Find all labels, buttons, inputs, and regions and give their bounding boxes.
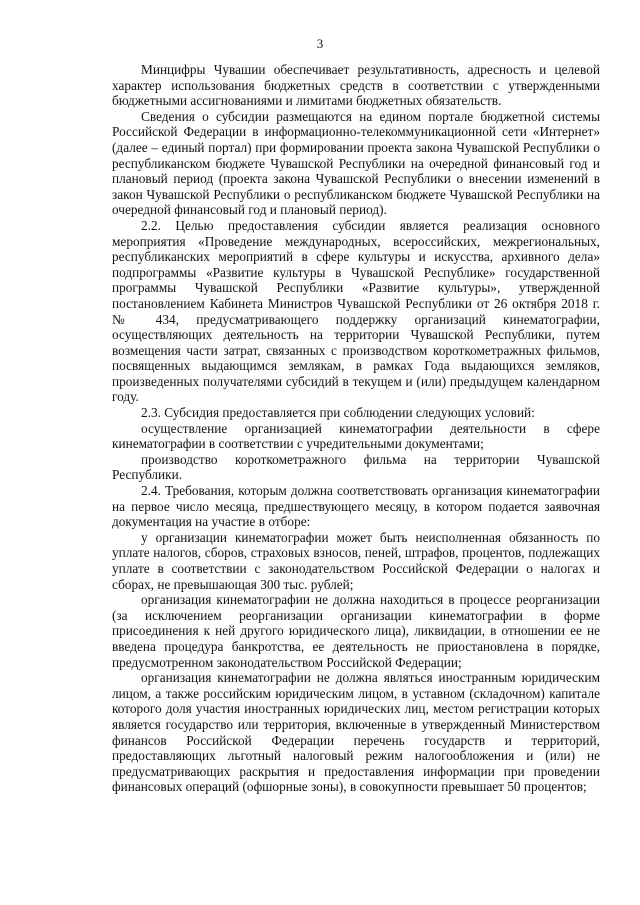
paragraph: организация кинематографии не должна являться иностранным юридическим лицом, а также российским юридическим лицом, в уставном (складочном) капитале которого доля участия иностранных юридических лиц, местом регистрации которых является государство или территория, включенные в утвержденный Министерством финансов Российской Федерации перечень государств и территорий, предоставляющих льготный налоговый режим налогообложения и (или) не предусматривающих раскрытия и предоставления информации при проведении финансовых операций (офшорные зоны), в совокупности превышает 50 процентов; [112, 670, 600, 795]
page-number: 3 [316, 36, 324, 51]
document-body [112, 62, 600, 795]
paragraph: осуществление организацией кинематографии деятельности в сфере кинематографии в соответствии с учредительными документами; [112, 420, 600, 452]
paragraph: 2.3. Субсидия предоставляется при соблюдении следующих условий: [141, 405, 535, 421]
paragraph: у организации кинематографии может быть неисполненная обязанность по уплате налогов, сборов, страховых взносов, пеней, штрафов, процентов, подлежащих уплате в соответствии с законодательством Российской Федерации о налогах и сборах, не превышающая 300 тыс. рублей; [112, 529, 600, 592]
paragraph: 2.4. Требования, которым должна соответствовать организация кинематографии на первое число месяца, предшествующего месяцу, в котором подается заявочная документация на участие в отборе: [112, 483, 600, 530]
paragraph: организация кинематографии не должна находиться в процессе реорганизации (за исключением реорганизации организации кинематографии в форме присоединения к ней другого юридического лица), ликвидации, в отношении ее не введена процедура банкротства, ее деятельность не приостановлена в порядке, предусмотренном законодательством Российской Федерации; [112, 592, 600, 670]
paragraph: 2.2. Целью предоставления субсидии является реализация основного мероприятия «Проведение международных, всероссийских, межрегиональных, республиканских мероприятий в сфере культуры и искусства, архивного дела» подпрограммы «Развитие культуры в Чувашской Республике» государственной программы Чувашской Республики «Развитие культуры», утвержденной постановлением Кабинета Министров Чувашской Республики от 26 октября 2018 г. № 434, предусматривающего поддержку организаций кинематографии, осуществляющих деятельность на территории Чувашской Республики, путем возмещения части затрат, связанных с производством короткометражных фильмов, посвященных выдающимся землякам, в рамках Года выдающихся земляков, произведенных получателями субсидий в текущем и (или) предыдущем календарном году. [112, 217, 600, 405]
paragraph: Сведения о субсидии размещаются на едином портале бюджетной системы Российской Федерации в информационно-телекоммуникационной сети «Интернет» (далее – единый портал) при формировании проекта закона Чувашской Республики о республиканском бюджете Чувашской Республики на очередной финансовый год и плановый период (проекта закона Чувашской Республики о внесении изменений в закон Чувашской Республики о республиканском бюджете Чувашской Республики на очередной финансовый год и плановый период). [112, 108, 600, 218]
paragraph: Минцифры Чувашии обеспечивает результативность, адресность и целевой характер использования бюджетных средств в соответствии с утвержденными бюджетными ассигнованиями и лимитами бюджетных обязательств. [112, 62, 600, 109]
paragraph: производство короткометражного фильма на территории Чувашской Республики. [112, 451, 600, 483]
